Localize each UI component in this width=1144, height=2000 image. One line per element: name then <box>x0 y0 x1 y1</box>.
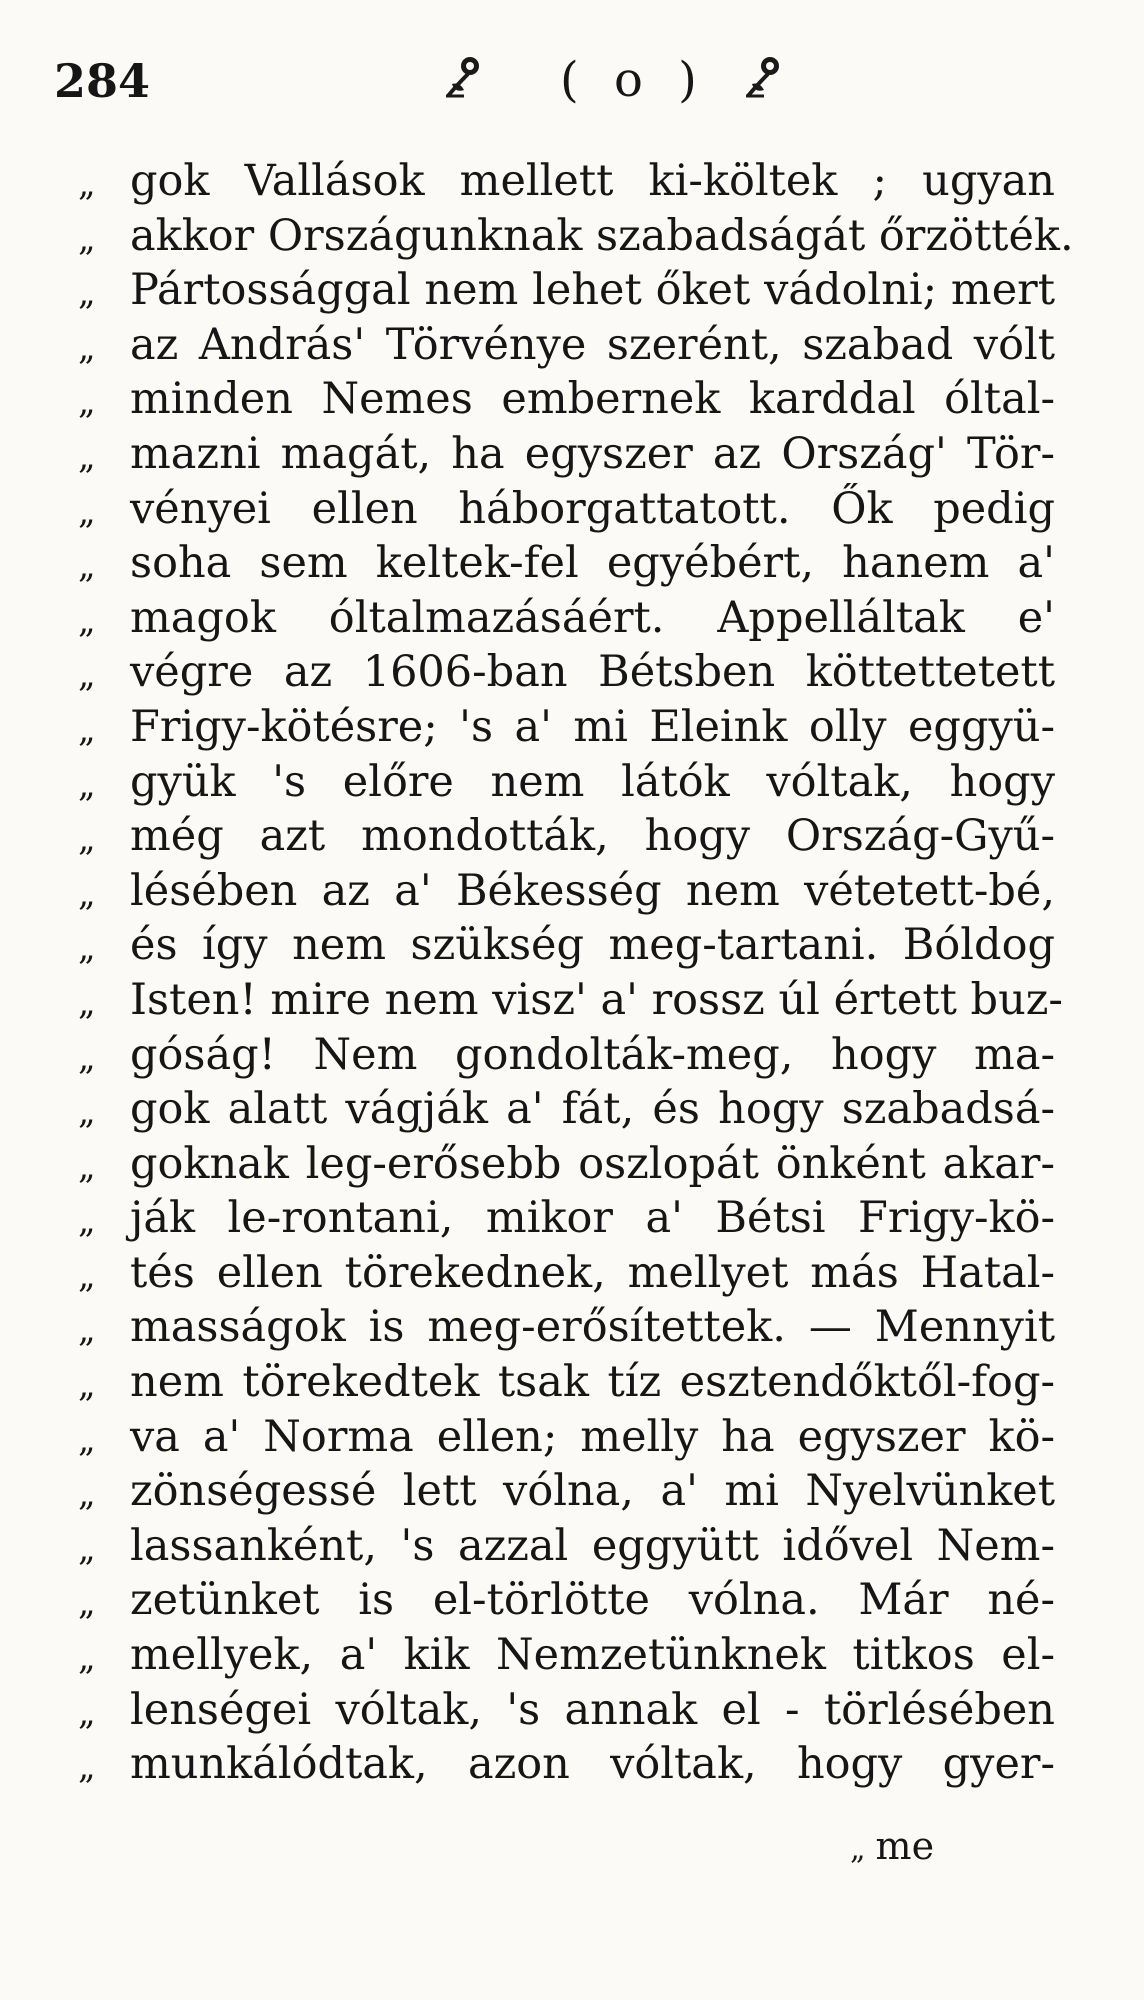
quote-mark: „ <box>78 1037 96 1078</box>
quote-mark: „ <box>78 1692 96 1733</box>
quote-mark: „ <box>78 1419 96 1460</box>
text-line <box>78 918 1058 973</box>
line-text: az András' Törvénye szerént, szabad vólt <box>130 319 1055 370</box>
quote-mark: „ <box>78 327 96 368</box>
line-text: még azt mondották, hogy Ország-Gyű- <box>130 811 1055 862</box>
line-text: gok Vallások mellett ki-költek ; ugyan <box>130 156 1055 206</box>
line-text: lassanként, 's azzal eggyütt idővel Nem- <box>130 1520 1055 1571</box>
text-line <box>78 1191 1058 1246</box>
line-text: masságok is meg-erősítettek. — Mennyit <box>130 1302 1055 1353</box>
line-text: zönségessé lett vólna, a' mi Nyelvünket <box>130 1466 1055 1517</box>
quote-mark: „ <box>78 1474 96 1515</box>
text-line <box>78 1628 1058 1683</box>
line-text: munkálódtak, azon vóltak, hogy gyer- <box>130 1739 1055 1790</box>
line-text: Pártossággal nem lehet őket vádolni; mert <box>130 265 1055 316</box>
quote-mark: „ <box>78 1146 96 1187</box>
quote-mark: „ <box>78 1583 96 1624</box>
text-line <box>78 318 1058 373</box>
quote-mark: „ <box>78 873 96 914</box>
text-line <box>78 427 1058 482</box>
text-line <box>78 1737 1058 1792</box>
text-line <box>78 536 1058 591</box>
line-text: goknak leg-erősebb oszlopát önként akar- <box>130 1138 1055 1189</box>
line-text: ják le-rontani, mikor a' Bétsi Frigy-kö- <box>130 1193 1055 1244</box>
line-text: Frigy-kötésre; 's a' mi Eleink olly eggyü- <box>130 701 1055 752</box>
line-text: zetünket is el-törlötte vólna. Már né- <box>130 1575 1055 1626</box>
line-text: soha sem keltek-fel egyébért, hanem a' <box>130 538 1055 589</box>
fleuron-icon <box>740 52 790 102</box>
line-text: magok óltalmazásáért. Appelláltak e' <box>130 592 1055 643</box>
line-text: vényei ellen háborgattatott. Ők pedig <box>130 483 1055 534</box>
text-line <box>78 1137 1058 1192</box>
catchword <box>850 1824 934 1868</box>
line-text: és így nem szükség meg-tartani. Bóldog <box>130 920 1055 971</box>
text-line <box>78 1082 1058 1137</box>
quote-mark: „ <box>78 436 96 477</box>
quote-mark: „ <box>78 1528 96 1569</box>
quote-mark: „ <box>78 1747 96 1788</box>
fleuron-icon <box>440 52 490 102</box>
quote-mark: „ <box>78 164 96 204</box>
line-text: akkor Országunknak szabadságát őrzötték. <box>130 210 1074 261</box>
quote-mark: „ <box>78 546 96 587</box>
quote-mark: „ <box>78 709 96 750</box>
quote-mark: „ <box>78 764 96 805</box>
quote-mark: „ <box>78 1201 96 1242</box>
catchword-quote-mark: „ <box>850 1832 866 1867</box>
text-line <box>78 864 1058 919</box>
text-line <box>78 1573 1058 1628</box>
text-line <box>78 1464 1058 1519</box>
line-text: minden Nemes embernek karddal óltal- <box>130 374 1055 425</box>
header-center-mark: ( o ) <box>560 52 707 108</box>
text-line <box>78 1246 1058 1301</box>
line-text: Isten! mire nem visz' a' rossz úl értett buz- <box>130 974 1063 1025</box>
text-line <box>78 263 1058 318</box>
text-line <box>78 482 1058 537</box>
text-line <box>78 209 1074 264</box>
text-line <box>78 1519 1058 1574</box>
quote-mark: „ <box>78 491 96 532</box>
text-line <box>78 372 1058 427</box>
text-line <box>78 755 1058 810</box>
line-text: tés ellen törekednek, mellyet más Hatal- <box>130 1247 1055 1298</box>
line-text: lésében az a' Békesség nem vétetett-bé, <box>130 865 1055 916</box>
quote-mark: „ <box>78 819 96 860</box>
text-line <box>78 1028 1058 1083</box>
quote-mark: „ <box>78 1255 96 1296</box>
line-text: va a' Norma ellen; melly ha egyszer kö- <box>130 1411 1055 1462</box>
catchword-text: me <box>875 1824 935 1868</box>
text-line <box>78 700 1058 755</box>
text-line <box>78 1683 1058 1738</box>
quote-mark: „ <box>78 1092 96 1133</box>
line-text: végre az 1606-ban Bétsben köttettetett <box>130 647 1055 698</box>
line-text: mellyek, a' kik Nemzetünknek titkos el- <box>130 1630 1055 1681</box>
line-text: nem törekedtek tsak tíz esztendőktől-fog- <box>130 1357 1055 1408</box>
quote-mark: „ <box>78 218 96 259</box>
line-text: góság! Nem gondolták-meg, hogy ma- <box>130 1029 1055 1080</box>
line-text: gok alatt vágják a' fát, és hogy szabadsá- <box>130 1084 1055 1135</box>
line-text: lenségei vóltak, 's annak el - törlésében <box>130 1684 1055 1735</box>
text-line <box>78 1300 1058 1355</box>
page-header <box>40 48 1040 128</box>
quote-mark: „ <box>78 382 96 423</box>
quote-mark: „ <box>78 928 96 969</box>
text-line <box>78 1410 1058 1465</box>
quote-mark: „ <box>78 1310 96 1351</box>
text-line <box>78 809 1058 864</box>
line-text: gyük 's előre nem látók vóltak, hogy <box>130 756 1055 807</box>
text-line <box>78 973 1063 1028</box>
quote-mark: „ <box>78 655 96 696</box>
line-text: mazni magát, ha egyszer az Ország' Tör- <box>130 428 1055 479</box>
body-text <box>78 154 1074 1792</box>
quote-mark: „ <box>78 600 96 641</box>
quote-mark: „ <box>78 1365 96 1406</box>
text-line <box>78 591 1058 646</box>
text-line <box>78 645 1058 700</box>
page-number: 284 <box>54 54 151 108</box>
quote-mark: „ <box>78 1638 96 1679</box>
quote-mark: „ <box>78 273 96 314</box>
quote-mark: „ <box>78 982 96 1023</box>
text-line <box>78 1355 1058 1410</box>
text-line <box>78 154 1058 209</box>
